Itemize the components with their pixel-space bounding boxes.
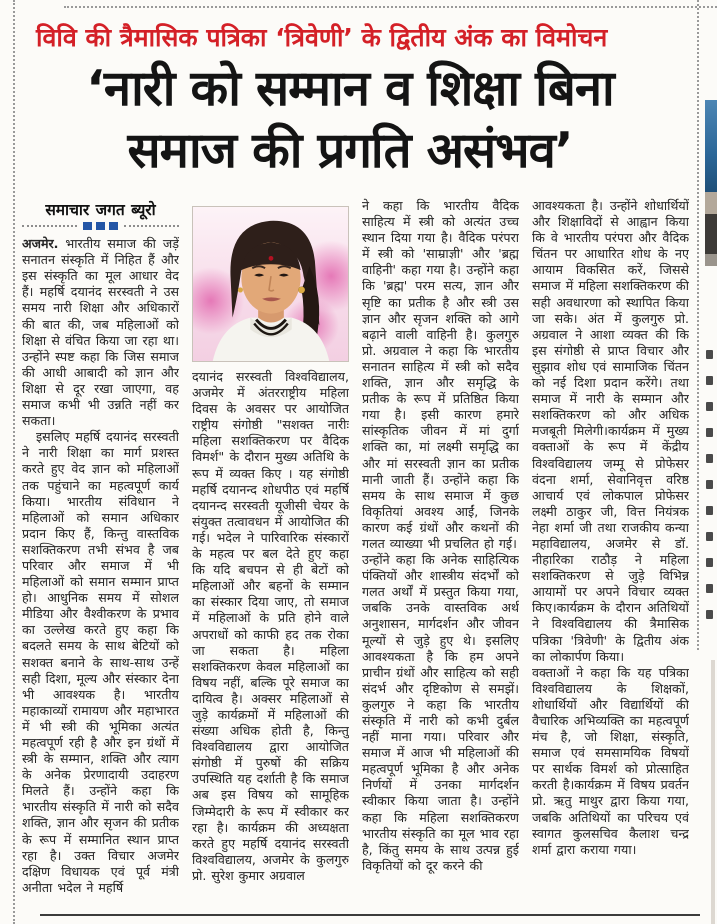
clipped-glyph-fragment (706, 584, 713, 593)
clipped-glyph-fragment (706, 480, 713, 489)
clipped-glyph-fragment (706, 532, 713, 541)
bottom-rule (40, 914, 700, 916)
speaker-photo-illustration (193, 207, 348, 361)
paragraph: वक्ताओं ने कहा कि यह पत्रिका विश्वविद्यालय के शिक्षकों, शोधार्थियों और विद्यार्थियों की वैचारिक अभिव्यक्ति का महत्वपूर्ण मंच है, जो शिक्षा, संस्कृति, समाज एवं समसामयिक विषयों पर सार्थक विमर्श को प्रोत्साहित करती है।कार्यक्रम में विषय प्रवर्तन प्रो. ऋतु माथुर द्वारा किया गया, जबकि अतिथियों का परिचय एवं स्वागत कुलसचिव कैलाश चन्द्र शर्मा द्वारा कराया गया। (532, 664, 689, 857)
right-dotted-rule (697, 0, 699, 650)
byline-dots-right (124, 225, 179, 227)
byline-ornament (22, 222, 179, 230)
article-body (22, 198, 690, 912)
article-column-3 (362, 198, 519, 912)
paragraph: आवश्यकता है। उन्होंने शोधार्थियों और शिक्षाविदों से आह्वान किया कि वे भारतीय परंपरा और वैदिक चिंतन पर आधारित शोध के नए आयाम विकसित करें, जिससे समाज में महिला सशक्तिकरण की सही अवधारणा को स्थापित किया जा सके। अंत में कुलगुरु प्रो. अग्रवाल ने आशा व्यक्त की कि इस संगोष्ठी से प्राप्त विचार और सुझाव शोध एवं सामाजिक चिंतन को नई दिशा प्रदान करेंगे। तथा समाज में नारी के सम्मान और सशक्तिकरण को और अधिक मजबूती मिलेगी।कार्यक्रम में मुख्य वक्ताओं के रूप में केंद्रीय विश्वविद्यालय जम्मू से प्रोफेसर वंदना शर्मा, सेवानिवृत्त वरिष्ठ आचार्य एवं लोकपाल प्रोफेसर लक्ष्मी ठाकुर जी, वित्त नियंत्रक नेहा शर्मा जी तथा राजकीय कन्या महाविद्यालय, अजमेर से डॉ. नीहारिका राठौड़ ने महिला सशक्तिकरण से जुड़े विभिन्न आयामों पर अपने विचार व्यक्त किए।कार्यक्रम के दौरान अतिथियों ने विश्वविद्यालय की त्रैमासिक पत्रिका 'त्रिवेणी' के द्वितीय अंक का लोकार्पण किया। (532, 198, 689, 664)
byline-squares (77, 222, 124, 230)
clipped-glyph-fragment (706, 610, 713, 619)
byline-dots-left (22, 225, 77, 227)
clipped-glyph-fragment (706, 428, 713, 437)
clipped-glyph-fragment (706, 350, 713, 359)
headline-line-2: समाज की प्रगति असंभव’ (127, 122, 573, 179)
article-column-4 (532, 198, 689, 912)
paragraph: उन्होंने कहा कि अनेक साहित्यिक पंक्तियों और शास्त्रीय संदर्भों को गलत अर्थों में प्रस्तुत किया गया, जबकि उनके वास्तविक अर्थ अनुशासन, मार्गदर्शन और जीवन मूल्यों से जुड़े हुए थे। इसलिए आवश्यकता है कि हम अपने प्राचीन ग्रंथों और साहित्य को सही संदर्भ और दृष्टिकोण से समझें। कुलगुरु ने कहा कि भारतीय संस्कृति में नारी को कभी दुर्बल नहीं माना गया। परिवार और समाज में आज भी महिलाओं की महत्वपूर्ण भूमिका है और अनेक निर्णयों में उनका मार्गदर्शन स्वीकार किया जाता है। उन्होंने कहा कि महिला सशक्तिकरण भारतीय संस्कृति का मूल भाव रहा है, किंतु समय के साथ उत्पन्न हुई विकृतियों को दूर करने की (362, 552, 519, 873)
adjacent-photo-fragment (705, 100, 717, 192)
paragraph: दयानंद सरस्वती विश्वविद्यालय, अजमेर में अंतरराष्ट्रीय महिला दिवस के अवसर पर आयोजित राष्ट्रीय संगोष्ठी "सशक्त नारीः महिला सशक्तिकरण पर वैदिक विमर्श" के दौरान मुख्य अतिथि के रूप में व्यक्त किए । यह संगोष्ठी महर्षि दयानन्द शोधपीठ एवं महर्षि दयानन्द सरस्वती यूजीसी चेयर के संयुक्त तत्वावधन में आयोजित की गई। भदेल ने पारिवारिक संस्कारों के महत्व पर बल देते हुए कहा कि यदि बचपन से ही बेटों को महिलाओं और बहनों के सम्मान का संस्कार दिया जाए, तो समाज में महिलाओं के प्रति होने वाले अपराधों को काफी हद तक रोका जा सकता है। महिला सशक्तिकरण केवल महिलाओं का विषय नहीं, बल्कि पूरे समाज का दायित्व है। अक्सर महिलाओं से जुड़े कार्यक्रमों में महिलाओं की संख्या अधिक होती है, किन्तु विश्वविद्यालय द्वारा आयोजित संगोष्ठी में पुरुषों की सक्रिय उपस्थिति यह दर्शाती है कि समाज अब इस विषय को सामूहिक जिम्मेदारी के रूप में स्वीकार कर रहा है। कार्यक्रम की अध्यक्षता करते हुए महर्षि दयानंद सरस्वती विश्वविद्यालय, अजमेर के कुलगुरु प्रो. सुरेश कुमार अग्रवाल (192, 369, 349, 883)
clipped-glyph-fragment (706, 454, 713, 463)
page-edge-sliver (701, 0, 717, 924)
clipped-glyph-fragment (706, 506, 713, 515)
speaker-photo (192, 206, 349, 362)
clipped-glyph-fragment (706, 558, 713, 567)
byline-block (22, 198, 179, 230)
article-column-2 (192, 198, 349, 912)
kicker-headline: विवि की त्रैमासिक पत्रिका ‘त्रिवेणी’ के द्वितीय अंक का विमोचन (36, 23, 608, 52)
dateline: अजमेर. (22, 236, 59, 252)
page-fold-shadow (711, 660, 715, 924)
paragraph: इसलिए महर्षि दयानंद सरस्वती ने नारी शिक्षा का मार्ग प्रशस्त करते हुए वेद ज्ञान को महिलाओं तक पहुंचाने का महत्वपूर्ण कार्य किया। भारतीय संविधान ने महिलाओं को समान अधिकार प्रदान किए हैं, किन्तु वास्तविक सशक्तिकरण तभी संभव है जब परिवार और समाज में भी महिलाओं को समान सम्मान प्राप्त हो। आधुनिक समय में सोशल मीडिया और वैश्वीकरण के प्रभाव का उल्लेख करते हुए कहा कि बदलते समय के साथ बेटियों को सशक्त बनाने के साथ-साथ उन्हें सही दिशा, मूल्य और संस्कार देना भी आवश्यक है। भारतीय महाकाव्यों रामायण और महाभारत में भी स्त्री की भूमिका अत्यंत महत्वपूर्ण रही है और इन ग्रंथों में स्त्री के सम्मान, शक्ति और त्याग के अनेक प्रेरणादायी उदाहरण मिलते हैं। उन्होंने कहा कि भारतीय संस्कृति में नारी को सदैव शक्ति, ज्ञान और सृजन की प्रतीक के रूप में सम्मानित स्थान प्राप्त रहा है। उक्त विचार अजमेर दक्षिण विधायक एवं पूर्व मंत्री अनीता भदेल ने महर्षि (22, 429, 179, 895)
clipped-glyph-fragment (706, 402, 713, 411)
paragraph (22, 236, 179, 429)
top-dotted-rule (64, 6, 717, 8)
blue-square-icon (109, 222, 118, 230)
headline-line-1: ‘नारी को सम्मान व शिक्षा बिना (86, 60, 614, 117)
main-headline (18, 58, 682, 182)
adjacent-photo-fragment (705, 254, 717, 266)
blue-square-icon (96, 222, 105, 230)
paragraph: ने कहा कि भारतीय वैदिक साहित्य में स्त्री को अत्यंत उच्च स्थान दिया गया है। वैदिक परंपरा में स्त्री को 'साम्राज्ञी' और 'ब्रह्म वाहिनी' कहा गया है। उन्होंने कहा कि 'ब्रह्म' परम सत्य, ज्ञान और सृष्टि का प्रतीक है और स्त्री उस ज्ञान और सृजन शक्ति को आगे बढ़ाने वाली वाहिनी है। कुलगुरु प्रो. अग्रवाल ने कहा कि भारतीय सनातन साहित्य में स्त्री को सदैव शक्ति, ज्ञान और समृद्धि के प्रतीक के रूप में प्रतिष्ठित किया गया है। इसी कारण हमारे सांस्कृतिक जीवन में मां दुर्गा शक्ति का, मां लक्ष्मी समृद्धि का और मां सरस्वती ज्ञान का प्रतीक मानी जाती हैं। उन्होंने कहा कि समय के साथ समाज में कुछ विकृतियां अवश्य आईं, जिनके कारण कई ग्रंथों और कथनों की गलत व्याख्या भी प्रचलित हो गई। (362, 198, 519, 551)
blue-square-icon (83, 222, 92, 230)
byline: समाचार जगत ब्यूरो (45, 201, 156, 219)
clipped-glyph-fragment (706, 376, 713, 385)
left-dotted-rule (13, 0, 15, 924)
paragraph-text: भारतीय समाज की जड़ें सनातन संस्कृति में निहित हैं और इस संस्कृति का मूल आधार वेद हैं। महर्षि दयानंद सरस्वती ने उस समय नारी शिक्षा और अधिकारों की बात की, जब महिलाओं को शिक्षा से वंचित किया जा रहा था। उन्होंने स्पष्ट कहा कि जिस समाज की आधी आबादी को ज्ञान और शिक्षा से दूर रखा जाएगा, वह समाज कभी भी उन्नति नहीं कर सकता। (22, 236, 179, 429)
adjacent-photo-fragment (705, 192, 717, 214)
article-column-1 (22, 198, 179, 912)
adjacent-photo-fragment (705, 214, 717, 254)
